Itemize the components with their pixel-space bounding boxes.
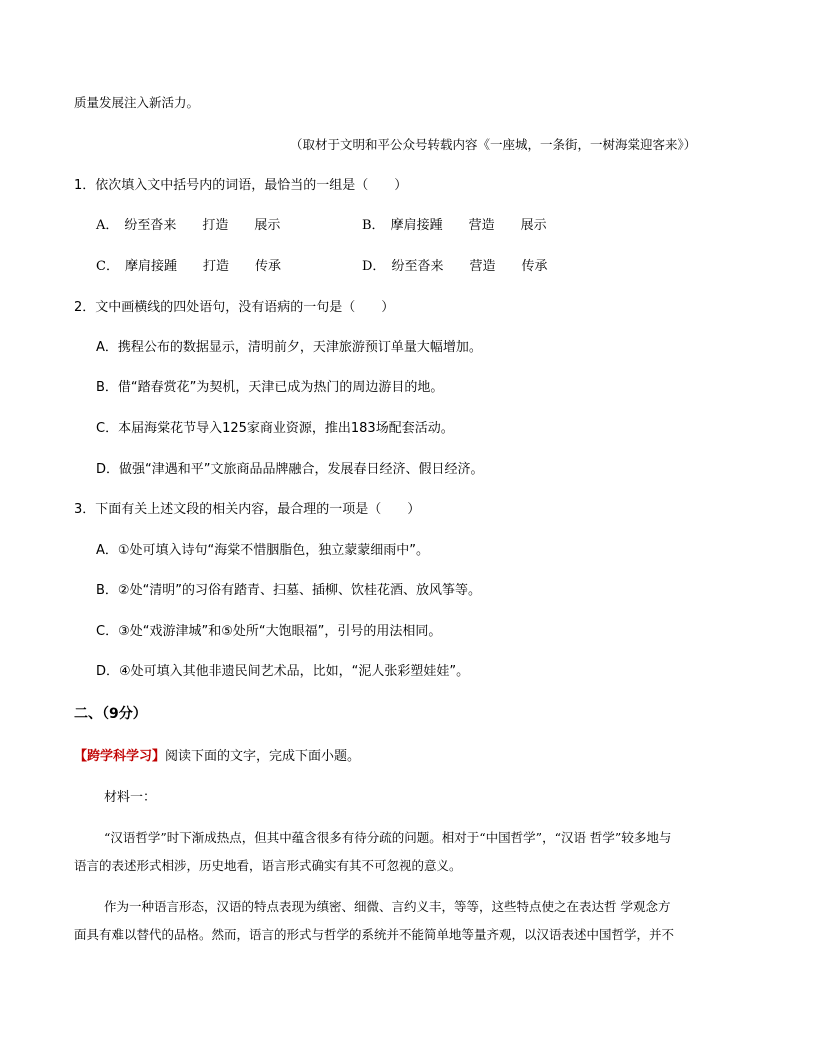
option-word: 摩肩接踵	[124, 259, 177, 274]
option-key: D．	[362, 259, 386, 274]
q3-option-c[interactable]: C．③处“戏游津城”和⑤处所“大饱眼福”，引号的用法相同。	[96, 624, 442, 639]
q1-stem: 1．依次填入文中括号内的词语，最恰当的一组是（ ）	[74, 178, 408, 193]
paragraph-line: 语言的表述形式相涉，历史地看，语言形式确实有其不可忽视的意义。	[74, 858, 462, 873]
source-citation: （取材于文明和平公众号转载内容《一座城，一条街，一树海棠迎客来》）	[290, 137, 697, 152]
q3-option-d[interactable]: D．④处可填入其他非遗民间艺术品，比如，“泥人张彩塑娃娃”。	[96, 664, 470, 679]
option-key: B．	[362, 218, 385, 233]
subject-tag: 【跨学科学习】	[74, 749, 166, 764]
option-word: 纷至沓来	[391, 259, 444, 274]
q3-option-b[interactable]: B．②处“清明”的习俗有踏青、扫墓、插柳、饮桂花酒、放风筝等。	[96, 583, 482, 598]
option-word: 营造	[468, 218, 495, 233]
option-key: A．	[96, 218, 119, 233]
paragraph-line: “汉语哲学”时下渐成热点，但其中蕴含很多有待分疏的问题。相对于“中国哲学”，“汉语 哲学”较多地与	[104, 830, 672, 845]
option-word: 纷至沓来	[124, 218, 177, 233]
q2-option-a[interactable]: A．携程公布的数据显示，清明前夕，天津旅游预订单量大幅增加。	[96, 340, 482, 355]
option-key: C．	[96, 259, 119, 274]
section-heading: 二、（9分）	[74, 706, 147, 722]
q1-option-c[interactable]	[96, 257, 307, 277]
q3-option-a[interactable]: A．①处可填入诗句“海棠不惜胭脂色，独立蒙蒙细雨中”。	[96, 543, 430, 558]
q1-option-a[interactable]	[96, 216, 306, 236]
q2-option-b[interactable]: B．借“踏春赏花”为契机，天津已成为热门的周边游目的地。	[96, 380, 444, 395]
q2-option-c[interactable]: C．本届海棠花节导入125家商业资源，推出183场配套活动。	[96, 421, 454, 436]
option-word: 传承	[521, 259, 548, 274]
intro-line: 质量发展注入新活力。	[74, 95, 200, 110]
q1-option-d[interactable]	[362, 257, 573, 277]
option-word: 传承	[254, 259, 281, 274]
paragraph-line: 作为一种语言形态，汉语的特点表现为缜密、细微、言约义丰，等等，这些特点使之在表达哲 学观念方	[104, 899, 671, 914]
option-word: 打造	[202, 218, 229, 233]
instruction-text: 阅读下面的文字，完成下面小题。	[165, 749, 361, 764]
q2-stem: 2．文中画横线的四处语句，没有语病的一句是（ ）	[74, 300, 395, 315]
material-label: 材料一：	[104, 790, 157, 805]
q2-option-d[interactable]: D．做强“津遇和平”文旅商品品牌融合，发展春日经济、假日经济。	[96, 462, 484, 477]
option-word: 摩肩接踵	[390, 218, 443, 233]
instruction-line	[74, 747, 360, 767]
paragraph-line: 面具有难以替代的品格。然而，语言的形式与哲学的系统并不能简单地等量齐观，以汉语表述中国哲学，并不	[74, 927, 675, 942]
option-word: 打造	[202, 259, 229, 274]
q3-stem: 3．下面有关上述文段的相关内容，最合理的一项是（ ）	[74, 502, 421, 517]
q1-option-b[interactable]	[362, 216, 573, 236]
option-word: 展示	[520, 218, 547, 233]
option-word: 展示	[254, 218, 281, 233]
option-word: 营造	[469, 259, 496, 274]
